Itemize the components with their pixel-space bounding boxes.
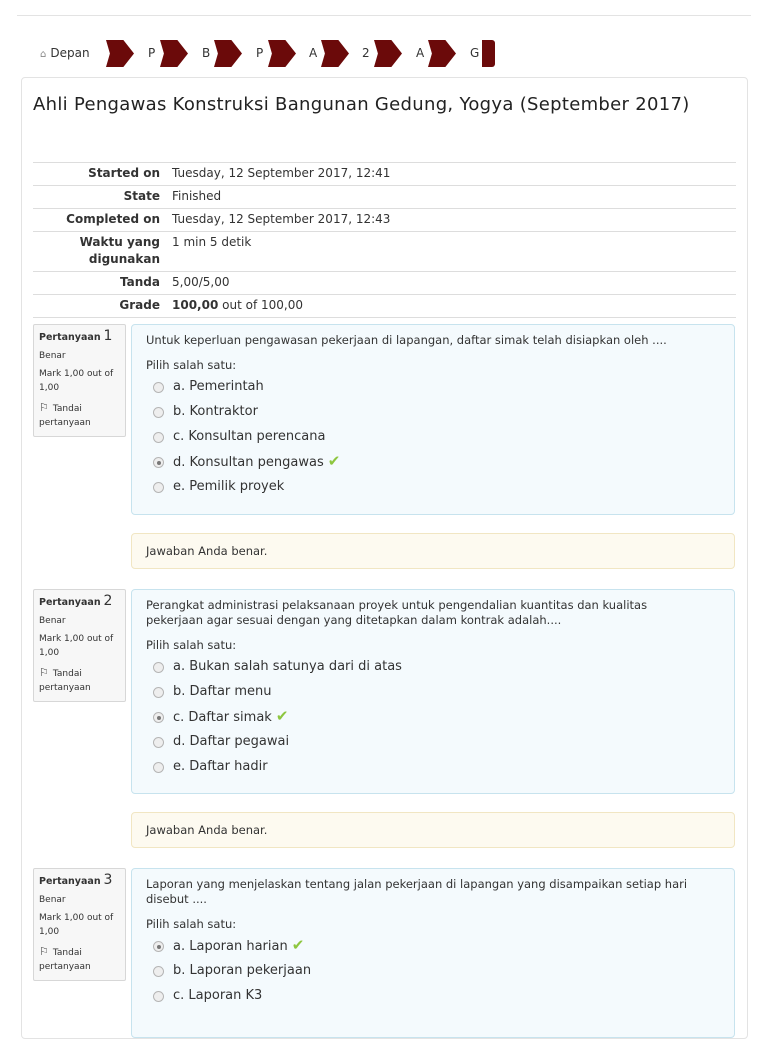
flag-icon: ⚐ [39, 401, 49, 414]
radio-button[interactable] [153, 407, 164, 418]
question-state: Benar [39, 351, 66, 361]
breadcrumb-separator-icon [106, 40, 134, 67]
answer-prompt: Pilih salah satu: [146, 638, 237, 652]
question-text: Perangkat administrasi pelaksanaan proyek untuk pengendalian kuantitas dan kualitas pekerjaan agar sesuai dengan yang ditetapkan dalam kontrak adalah.... [146, 598, 648, 627]
question-content-2 [131, 589, 735, 794]
attempt-summary-table [33, 162, 736, 318]
question-feedback-2: Jawaban Anda benar. [131, 812, 735, 848]
summary-row-time-taken: Waktu yang digunakan 1 min 5 detik [33, 232, 736, 272]
question-mark: Mark 1,00 out of 1,00 [39, 913, 114, 937]
question-info-2: Pertanyaan 2 Benar Mark 1,00 out of 1,00 ⚐ Tandai pertanyaan [33, 589, 126, 702]
breadcrumb-separator-icon [160, 40, 188, 67]
answer-option[interactable]: c. Laporan K3 [146, 983, 720, 1008]
summary-row-marks: Tanda 5,00/5,00 [33, 272, 736, 295]
radio-button[interactable] [153, 762, 164, 773]
breadcrumb-separator-icon [374, 40, 402, 67]
question-number: 1 [103, 328, 113, 344]
question-mark: Mark 1,00 out of 1,00 [39, 634, 114, 658]
answer-option[interactable]: c. Konsultan perencana [146, 424, 720, 449]
question-mark: Mark 1,00 out of 1,00 [39, 369, 114, 393]
question-number: 2 [103, 593, 113, 609]
page-title: Ahli Pengawas Konstruksi Bangunan Gedung, Yogya (September 2017) [33, 94, 690, 115]
answer-option[interactable]: e. Daftar hadir [146, 754, 720, 779]
question-info-1: Pertanyaan 1 Benar Mark 1,00 out of 1,00 ⚐ Tandai pertanyaan [33, 324, 126, 437]
summary-row-state: State Finished [33, 186, 736, 209]
breadcrumb-separator-icon [428, 40, 456, 67]
home-icon: ⌂ [40, 49, 47, 60]
breadcrumb-home-label: Depan [50, 46, 90, 60]
answer-prompt: Pilih salah satu: [146, 358, 237, 372]
radio-button[interactable] [153, 991, 164, 1002]
radio-button-checked[interactable] [153, 941, 164, 952]
answer-list [146, 933, 720, 1008]
answer-option[interactable]: d. Daftar pegawai [146, 729, 720, 754]
answer-option[interactable]: e. Pemilik proyek [146, 474, 720, 499]
answer-option-selected[interactable]: d. Konsultan pengawas ✔ [146, 449, 720, 474]
check-icon: ✔ [275, 707, 289, 725]
answer-option[interactable]: b. Kontraktor [146, 399, 720, 424]
radio-button-checked[interactable] [153, 712, 164, 723]
radio-button[interactable] [153, 382, 164, 393]
question-text: Untuk keperluan pengawasan pekerjaan di lapangan, daftar simak telah disiapkan oleh .... [146, 333, 667, 347]
radio-button[interactable] [153, 966, 164, 977]
summary-row-started: Started on Tuesday, 12 September 2017, 12:41 [33, 163, 736, 186]
question-state: Benar [39, 895, 66, 905]
flag-question-button[interactable]: ⚐ Tandai pertanyaan [39, 666, 91, 693]
question-text: Laporan yang menjelaskan tentang jalan pekerjaan di lapangan yang disampaikan setiap hari disebut .... [146, 877, 688, 906]
answer-option[interactable]: b. Daftar menu [146, 679, 720, 704]
question-content-1 [131, 324, 735, 515]
breadcrumb-separator-icon [321, 40, 349, 67]
breadcrumb-end-marker [482, 40, 495, 67]
radio-button[interactable] [153, 737, 164, 748]
breadcrumb-separator-icon [268, 40, 296, 67]
summary-row-grade: Grade 100,00 out of 100,00 [33, 295, 736, 318]
summary-row-completed: Completed on Tuesday, 12 September 2017, 12:43 [33, 209, 736, 232]
answer-option-selected[interactable]: a. Laporan harian ✔ [146, 933, 720, 958]
breadcrumb-home[interactable] [40, 40, 90, 67]
breadcrumb-separator-icon [214, 40, 242, 67]
answer-option[interactable]: a. Pemerintah [146, 374, 720, 399]
radio-button[interactable] [153, 482, 164, 493]
answer-list [146, 654, 720, 779]
question-feedback-1: Jawaban Anda benar. [131, 533, 735, 569]
check-icon: ✔ [327, 452, 341, 470]
grade-value: 100,00 [172, 298, 219, 312]
radio-button[interactable] [153, 432, 164, 443]
radio-button-checked[interactable] [153, 457, 164, 468]
answer-prompt: Pilih salah satu: [146, 917, 237, 931]
question-number: 3 [103, 872, 113, 888]
radio-button[interactable] [153, 662, 164, 673]
top-divider [17, 15, 751, 16]
question-content-3 [131, 868, 735, 1038]
answer-option-selected[interactable]: c. Daftar simak ✔ [146, 704, 720, 729]
flag-icon: ⚐ [39, 666, 49, 679]
check-icon: ✔ [291, 936, 305, 954]
radio-button[interactable] [153, 687, 164, 698]
answer-option[interactable]: b. Laporan pekerjaan [146, 958, 720, 983]
question-state: Benar [39, 616, 66, 626]
flag-icon: ⚐ [39, 945, 49, 958]
answer-list [146, 374, 720, 499]
flag-question-button[interactable]: ⚐ Tandai pertanyaan [39, 945, 91, 972]
answer-option[interactable]: a. Bukan salah satunya dari di atas [146, 654, 720, 679]
question-info-3: Pertanyaan 3 Benar Mark 1,00 out of 1,00 ⚐ Tandai pertanyaan [33, 868, 126, 981]
flag-question-button[interactable]: ⚐ Tandai pertanyaan [39, 401, 91, 428]
